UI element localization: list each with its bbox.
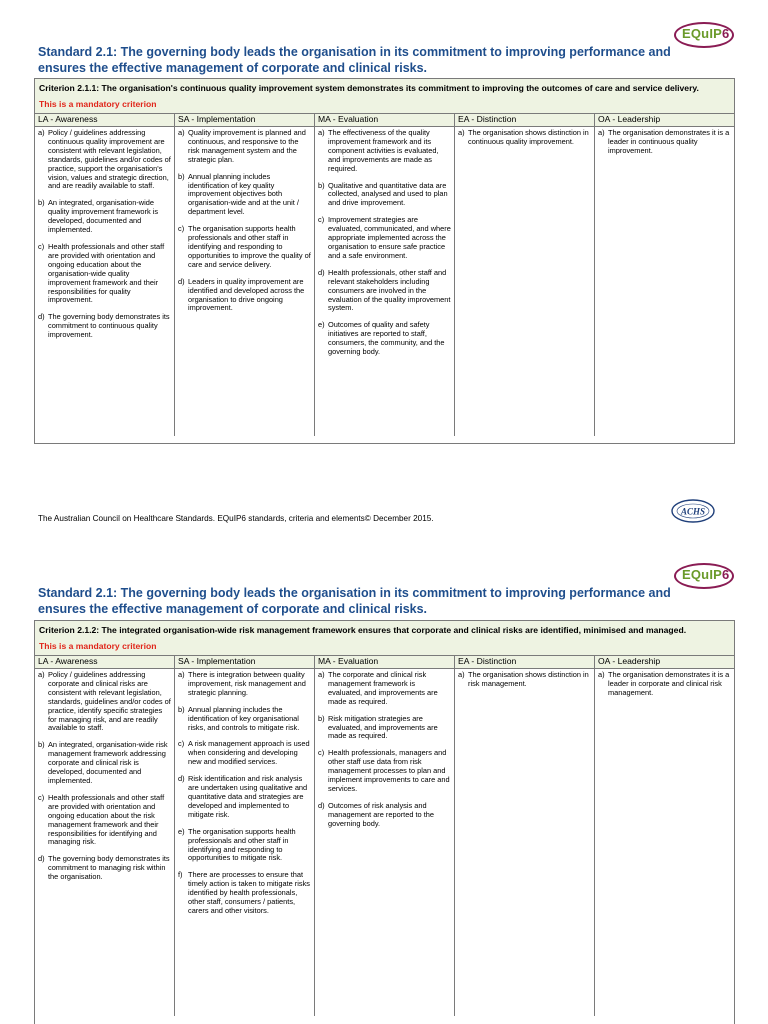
column-body <box>175 669 314 916</box>
element-letter: a) <box>458 128 465 137</box>
element-item <box>318 802 451 829</box>
level-column <box>175 114 315 436</box>
element-text: Improvement strategies are evaluated, communicated, and where appropriate implemented across the organisation to ensure safe practice and a safe environment. <box>328 215 451 260</box>
element-letter: b) <box>38 198 45 208</box>
element-text: Annual planning includes the identification of key organisational risks, and controls to mitigate risk. <box>188 704 300 732</box>
element-text: Quality improvement is planned and continuous, and responsive to the risk management system and the strategic plan. <box>188 128 306 164</box>
element-letter: d) <box>178 276 185 286</box>
column-header: SA - Implementation <box>175 114 314 127</box>
element-item <box>318 671 451 707</box>
element-item <box>178 775 311 820</box>
element-item <box>38 313 171 340</box>
criterion-header <box>35 621 734 656</box>
element-item <box>178 671 311 698</box>
criterion-header <box>35 79 734 114</box>
element-item <box>598 671 731 698</box>
element-item <box>178 871 311 916</box>
element-item <box>178 740 311 767</box>
element-text: An integrated, organisation-wide risk management framework addressing corporate and clinical risk is developed, documented and implemented. <box>48 740 168 785</box>
footer-copyright: The Australian Council on Healthcare Standards. EQuIP6 standards, criteria and elements© December 2015. <box>38 514 434 523</box>
element-item <box>318 269 451 314</box>
column-header: LA - Awareness <box>35 656 174 669</box>
element-text: Health professionals, managers and other staff use data from risk management processes to plan and implement improvements to care and services. <box>328 748 450 793</box>
column-body <box>455 127 594 147</box>
element-item <box>178 225 311 270</box>
element-item <box>318 321 451 357</box>
level-column <box>175 656 315 1016</box>
element-text: Health professionals and other staff are provided with orientation and ongoing education about the organisation-wide quality improvement framework and their responsibilities for quality improvement. <box>48 241 165 305</box>
element-item <box>38 671 171 733</box>
level-columns <box>35 114 734 436</box>
criterion-text: Criterion 2.1.1: The organisation's continuous quality improvement system demonstrates its commitment to improving the outcomes of care and service delivery. <box>39 83 699 93</box>
element-text: Outcomes of quality and safety initiatives are reported to staff, consumers, the community, and the governing body. <box>328 320 445 357</box>
element-item <box>178 706 311 733</box>
element-item <box>38 794 171 847</box>
element-item <box>178 828 311 864</box>
element-letter: a) <box>38 128 45 137</box>
element-letter: c) <box>318 748 325 758</box>
element-letter: f) <box>178 870 183 880</box>
element-text: There is integration between quality improvement, risk management and strategic planning. <box>188 670 306 697</box>
element-letter: c) <box>178 739 185 749</box>
logo-text: EQuIP6 <box>682 567 730 582</box>
element-text: Risk identification and risk analysis are undertaken using qualitative and quantitative data and strategies are developed and implemented to mitigate risk. <box>188 774 308 819</box>
element-text: Policy / guidelines addressing corporate and clinical risks are consistent with relevant legislation, standards, guidelines and/or codes of practice, identify specific strategies for managing risk, and are readily available to staff. <box>48 670 171 733</box>
column-header: MA - Evaluation <box>315 656 454 669</box>
element-text: Health professionals, other staff and relevant stakeholders including consumers are involved in the evaluation of the quality improvement system. <box>328 267 451 313</box>
element-text: The governing body demonstrates its commitment to managing risk within the organisation. <box>48 854 170 882</box>
element-letter: d) <box>318 267 325 277</box>
level-column <box>35 656 175 1016</box>
element-letter: a) <box>178 670 185 679</box>
element-item <box>38 855 171 882</box>
element-letter: e) <box>178 826 185 836</box>
element-item <box>318 749 451 794</box>
element-text: The organisation shows distinction in continuous quality improvement. <box>468 128 589 146</box>
level-column <box>315 114 455 436</box>
criterion-2-1-2-table <box>34 620 735 1024</box>
element-item <box>178 129 311 165</box>
element-text: The organisation demonstrates it is a leader in continuous quality improvement. <box>608 128 730 155</box>
column-header: OA - Leadership <box>595 114 734 127</box>
column-header: OA - Leadership <box>595 656 734 669</box>
element-item <box>318 216 451 261</box>
element-letter: a) <box>598 670 605 679</box>
equip6-logo-2 <box>674 561 738 591</box>
element-text: The organisation shows distinction in risk management. <box>468 670 589 688</box>
element-text: Annual planning includes identification of key quality improvement objectives both organisation-wide and at the unit / department level. <box>188 171 299 217</box>
column-header: EA - Distinction <box>455 114 594 127</box>
column-body <box>175 127 314 313</box>
level-column <box>455 114 595 436</box>
element-item <box>318 129 451 174</box>
element-text: Health professionals and other staff are provided with orientation and ongoing education about the risk management framework and their responsibilities for identifying and managing risk. <box>48 792 165 847</box>
element-letter: b) <box>178 171 185 181</box>
element-text: The organisation supports health professionals and other staff in identifying and responding to opportunities to mitigate risk. <box>188 826 296 863</box>
element-text: Qualitative and quantitative data are collected, analysed and used to plan and drive improvement. <box>328 180 448 208</box>
element-text: Risk mitigation strategies are evaluated, and improvements are made as required. <box>328 713 438 741</box>
achs-logo-text: ACHS <box>680 506 706 517</box>
element-letter: c) <box>178 224 185 234</box>
element-letter: a) <box>38 670 45 679</box>
column-body <box>315 669 454 829</box>
element-item <box>458 671 591 689</box>
level-column <box>595 114 734 436</box>
criterion-text: Criterion 2.1.2: The integrated organisation-wide risk management framework ensures that corporate and clinical risks are identified, minimised and managed. <box>39 625 687 635</box>
equip6-logo <box>674 20 738 50</box>
level-column <box>35 114 175 436</box>
element-letter: c) <box>318 215 325 225</box>
element-item <box>178 173 311 218</box>
element-letter: b) <box>318 180 325 190</box>
element-item <box>598 129 731 156</box>
element-text: Outcomes of risk analysis and management are reported to the governing body. <box>328 800 434 828</box>
column-header: EA - Distinction <box>455 656 594 669</box>
element-text: An integrated, organisation-wide quality improvement framework is developed, documented and implemented. <box>48 198 159 235</box>
element-letter: a) <box>458 670 465 679</box>
element-letter: b) <box>178 704 185 714</box>
column-body <box>35 669 174 882</box>
column-header: MA - Evaluation <box>315 114 454 127</box>
element-item <box>318 715 451 742</box>
element-item <box>38 129 171 191</box>
column-body <box>595 127 734 156</box>
element-letter: b) <box>318 713 325 723</box>
element-item <box>38 243 171 305</box>
criterion-2-1-1-table <box>34 78 735 444</box>
element-text: The organisation demonstrates it is a leader in corporate and clinical risk management. <box>608 670 730 697</box>
element-text: The governing body demonstrates its commitment to continuous quality improvement. <box>48 312 170 340</box>
level-column <box>455 656 595 1016</box>
element-text: The organisation supports health professionals and other staff in identifying and responding to opportunities to improve the quality of care and service delivery. <box>188 224 311 269</box>
element-letter: e) <box>318 320 325 330</box>
element-text: Leaders in quality improvement are identified and developed across the organisation to drive ongoing improvement. <box>188 276 305 313</box>
element-item <box>458 129 591 147</box>
element-letter: a) <box>598 128 605 137</box>
element-letter: d) <box>318 800 325 810</box>
element-letter: c) <box>38 792 45 802</box>
column-body <box>595 669 734 698</box>
level-column <box>595 656 734 1016</box>
element-letter: a) <box>318 128 325 137</box>
page1-standard-title: Standard 2.1: The governing body leads the organisation in its commitment to improving performance and ensures the effective management of corporate and clinical risks. <box>38 45 671 75</box>
mandatory-label: This is a mandatory criterion <box>39 99 157 109</box>
element-text: Policy / guidelines addressing continuous quality improvement are consistent with relevant legislation, standards, guidelines and/or codes of practice, support the organisation's vision, values and strategic direction, and are readily available to staff. <box>48 128 171 191</box>
column-body <box>315 127 454 357</box>
achs-logo <box>670 498 716 524</box>
element-text: A risk management approach is used when considering and developing new and modified services. <box>188 739 310 767</box>
element-letter: a) <box>318 670 325 679</box>
element-letter: a) <box>178 128 185 137</box>
element-letter: d) <box>38 854 45 864</box>
element-text: The corporate and clinical risk management framework is evaluated, and improvements are made as required. <box>328 670 438 706</box>
element-item <box>38 199 171 235</box>
element-text: The effectiveness of the quality improvement framework and its component activities is evaluated, and improvements are made as required. <box>328 128 439 173</box>
column-header: LA - Awareness <box>35 114 174 127</box>
element-letter: c) <box>38 241 45 251</box>
logo-text: EQuIP6 <box>682 26 730 41</box>
element-item <box>178 278 311 314</box>
column-body <box>35 127 174 340</box>
element-item <box>38 741 171 786</box>
element-item <box>318 182 451 209</box>
element-letter: d) <box>178 774 185 784</box>
element-text: There are processes to ensure that timely action is taken to mitigate risks identified by health professionals, other staff, consumers / patients, carers and other visitors. <box>188 870 310 915</box>
level-columns <box>35 656 734 1016</box>
element-letter: b) <box>38 740 45 750</box>
column-header: SA - Implementation <box>175 656 314 669</box>
mandatory-label: This is a mandatory criterion <box>39 641 157 651</box>
level-column <box>315 656 455 1016</box>
column-body <box>455 669 594 689</box>
page2-standard-title: Standard 2.1: The governing body leads the organisation in its commitment to improving performance and ensures the effective management of corporate and clinical risks. <box>38 586 671 616</box>
element-letter: d) <box>38 312 45 322</box>
